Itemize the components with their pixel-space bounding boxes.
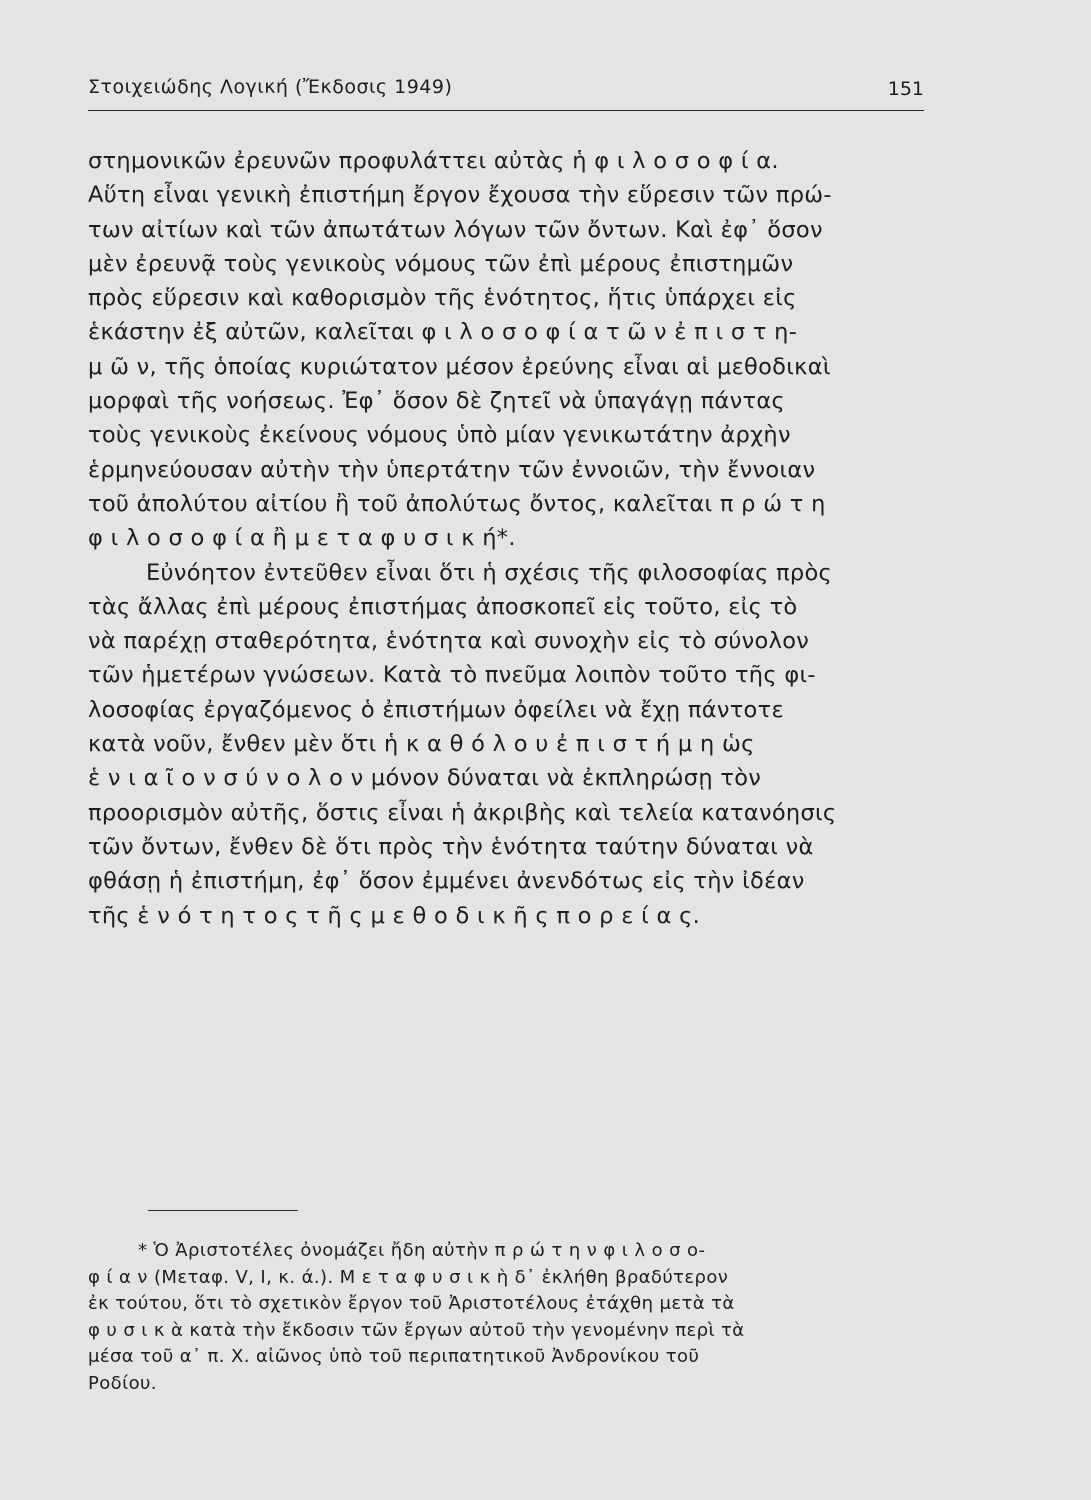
text-line: τοὺς γενικοὺς ἐκείνους νόμους ὑπὸ μίαν γενικωτάτην ἀρχὴν	[88, 422, 791, 449]
text-line: μ ῶ ν, τῆς ὁποίας κυριώτατον μέσον ἐρεύνης εἶναι αἱ μεθοδικαὶ	[88, 353, 831, 380]
text-line: κατὰ νοῦν, ἔνθεν μὲν ὅτι ἡ κ α θ ό λ ο υ ἐ π ι σ τ ή μ η ὡς	[88, 731, 755, 758]
footnote-line: ἐκ τούτου, ὅτι τὸ σχετικὸν ἔργον τοῦ Ἀριστοτέλους ἐτάχθη μετὰ τὰ	[88, 1293, 735, 1315]
text-line: τῶν ὄντων, ἔνθεν δὲ ὅτι πρὸς τὴν ἑνότητα ταύτην δύναται νὰ	[88, 833, 814, 860]
text-line: φθάσῃ ἡ ἐπιστήμη, ἐφ᾽ ὅσον ἐμμένει ἀνενδότως εἰς τὴν ἰδέαν	[88, 868, 805, 895]
text-line: τῆς ἑ ν ό τ η τ ο ς τ ῆ ς μ ε θ ο δ ι κ ῆ ς π ο ρ ε ί α ς.	[88, 902, 701, 929]
text-line: μὲν ἐρευνᾷ τοὺς γενικοὺς νόμους τῶν ἐπὶ μέρους ἐπιστημῶν	[88, 250, 794, 277]
text-line: φ ι λ ο σ ο φ ί α ἢ μ ε τ α φ υ σ ι κ ή*.	[88, 525, 516, 552]
text-line: τῶν ἡμετέρων γνώσεων. Κατὰ τὸ πνεῦμα λοιπὸν τοῦτο τῆς φι-	[88, 662, 816, 689]
text-line: πρὸς εὕρεσιν καὶ καθορισμὸν τῆς ἑνότητος, ἥτις ὑπάρχει εἰς	[88, 285, 797, 312]
footnote-rule	[148, 1210, 298, 1211]
footnote	[88, 1238, 924, 1398]
footnote-line: μέσα τοῦ α᾽ π. Χ. αἰῶνος ὑπὸ τοῦ περιπατητικοῦ Ἀνδρονίκου τοῦ	[88, 1346, 700, 1368]
text-line: ἑρμηνεύουσαν αὐτὴν τὴν ὑπερτάτην τῶν ἐννοιῶν, τὴν ἔννοιαν	[88, 456, 816, 483]
text-line: στημονικῶν ἐρευνῶν προφυλάττει αὐτὰς ἡ φ ι λ ο σ ο φ ί α.	[88, 148, 779, 174]
running-title: Στοιχειώδης Λογική (Ἔκδοσις 1949)	[88, 76, 453, 98]
body-text	[88, 144, 924, 933]
text-line: λοσοφίας ἐργαζόμενος ὁ ἐπιστήμων ὀφείλει νὰ ἔχῃ πάντοτε	[88, 696, 784, 723]
footnote-line: Ροδίου.	[88, 1372, 157, 1394]
text-line: προορισμὸν αὐτῆς, ὅστις εἶναι ἡ ἀκριβὴς καὶ τελεία κατανόησις	[88, 799, 837, 826]
running-header	[88, 74, 924, 111]
page-number: 151	[887, 78, 924, 100]
footnote-line: φ ί α ν (Μεταφ. V, I, κ. ά.). Μ ε τ α φ υ σ ι κ ὴ δ᾽ ἐκλήθη βραδύτερον	[88, 1266, 729, 1288]
text-line: τὰς ἄλλας ἐπὶ μέρους ἐπιστήμας ἀποσκοπεῖ εἰς τοῦτο, εἰς τὸ	[88, 593, 798, 620]
text-line: μορφαὶ τῆς νοήσεως. Ἐφ᾽ ὅσον δὲ ζητεῖ νὰ ὑπαγάγῃ πάντας	[88, 388, 785, 415]
text-line: τοῦ ἀπολύτου αἰτίου ἢ τοῦ ἀπολύτως ὄντος, καλεῖται π ρ ώ τ η	[88, 490, 826, 517]
footnote-line: φ υ σ ι κ ὰ κατὰ τὴν ἔκδοσιν τῶν ἔργων αὐτοῦ τὴν γενομένην περὶ τὰ	[88, 1319, 745, 1341]
text-line: Αὕτη εἶναι γενικὴ ἐπιστήμη ἔργον ἔχουσα τὴν εὕρεσιν τῶν πρώ-	[88, 182, 832, 209]
text-line: ἑκάστην ἐξ αὐτῶν, καλεῖται φ ι λ ο σ ο φ ί α τ ῶ ν ἐ π ι σ τ η-	[88, 319, 798, 346]
text-line: Εὐνόητον ἐντεῦθεν εἶναι ὅτι ἡ σχέσις τῆς φιλοσοφίας πρὸς	[146, 559, 833, 586]
text-line: νὰ παρέχῃ σταθερότητα, ἑνότητα καὶ συνοχὴν εἰς τὸ σύνολον	[88, 628, 810, 655]
text-line: των αἰτίων καὶ τῶν ἀπωτάτων λόγων τῶν ὄντων. Καὶ ἐφ᾽ ὅσον	[88, 216, 823, 243]
text-line: ἑ ν ι α ῖ ο ν σ ύ ν ο λ ο ν μόνον δύναται νὰ ἐκπληρώσῃ τὸν	[88, 765, 762, 792]
footnote-line: * Ὁ Ἀριστοτέλες ὀνομάζει ἤδη αὐτὴν π ρ ώ τ η ν φ ι λ ο σ ο-	[138, 1240, 706, 1261]
